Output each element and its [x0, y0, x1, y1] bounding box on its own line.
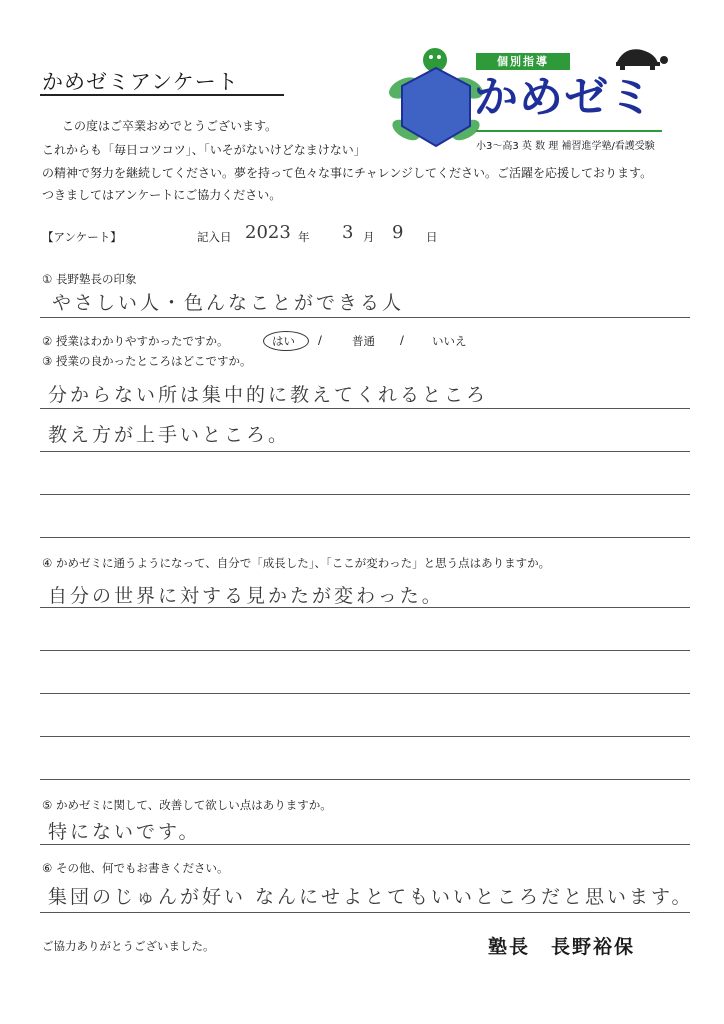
intro-line-4: つきましてはアンケートにご協力ください。 — [42, 188, 282, 202]
question-6-label: ⑥ その他、何でもお書きください。 — [42, 861, 229, 875]
question-1-answer: やさしい人・色んなことができる人 — [52, 292, 405, 314]
answer-line — [40, 779, 690, 780]
question-4-label: ④ かめゼミに通うようになって、自分で「成長した」、「ここが変わった」と思う点はありますか。 — [42, 556, 551, 570]
question-3-answer-2: 教え方が上手いところ。 — [48, 424, 291, 446]
logo-badge: 個別指導 — [476, 53, 570, 70]
answer-line — [40, 650, 690, 651]
page-title: かめゼミアンケート — [42, 70, 239, 94]
intro-line-3: の精神で努力を継続してください。夢を持って色々な事にチャレンジしてください。ご活躍を応援しております。 — [42, 166, 653, 180]
answer-line — [40, 693, 690, 694]
question-2-separator: / — [400, 333, 404, 347]
answer-line — [40, 607, 690, 608]
question-2-option-normal: 普通 — [352, 334, 375, 348]
day-unit: 日 — [426, 230, 438, 244]
question-2-option-yes: はい — [272, 334, 295, 348]
question-5-label: ⑤ かめゼミに関して、改善して欲しい点はありますか。 — [42, 798, 332, 812]
answer-line — [40, 494, 690, 495]
answer-line — [40, 408, 690, 409]
question-2-option-no: いいえ — [432, 334, 467, 348]
answer-line — [40, 537, 690, 538]
answer-line — [40, 844, 690, 845]
question-2-separator: / — [318, 333, 322, 347]
title-underline — [40, 94, 284, 96]
date-month: 3 — [342, 222, 354, 243]
logo-rule — [476, 130, 662, 132]
logo-wordmark: かめゼミ — [474, 72, 654, 123]
date-year: 2023 — [245, 222, 291, 243]
month-unit: 月 — [363, 230, 375, 244]
question-3-label: ③ 授業の良かったところはどこですか。 — [42, 354, 252, 368]
answer-line — [40, 736, 690, 737]
logo-subtitle: 小3～高3 英 数 理 補習進学塾/看護受験 — [476, 141, 655, 152]
survey-label: 【アンケート】 — [42, 230, 122, 244]
date-day: 9 — [392, 222, 404, 243]
year-unit: 年 — [298, 230, 310, 244]
question-5-answer: 特にないです。 — [48, 821, 201, 843]
question-6-answer: 集団のじゅんが好い なんにせよとてもいいところだと思います。 — [48, 886, 694, 908]
date-label: 記入日 — [197, 230, 232, 244]
intro-line-1: この度はご卒業おめでとうございます。 — [62, 119, 278, 133]
question-2-label: ② 授業はわかりやすかったですか。 — [42, 334, 229, 348]
answer-line — [40, 912, 690, 913]
answer-line — [40, 451, 690, 452]
thanks-text: ご協力ありがとうございました。 — [42, 939, 215, 953]
intro-line-2: これからも「毎日コツコツ」、「いそがないけどなまけない」 — [42, 143, 366, 157]
question-3-answer-1: 分からない所は集中的に教えてくれるところ — [48, 384, 489, 406]
turtle-silhouette-icon — [616, 49, 668, 70]
question-1-label: ① 長野塾長の印象 — [42, 272, 137, 286]
question-4-answer: 自分の世界に対する見かたが変わった。 — [48, 585, 444, 607]
signature: 塾長 長野裕保 — [488, 936, 636, 958]
answer-line — [40, 317, 690, 318]
